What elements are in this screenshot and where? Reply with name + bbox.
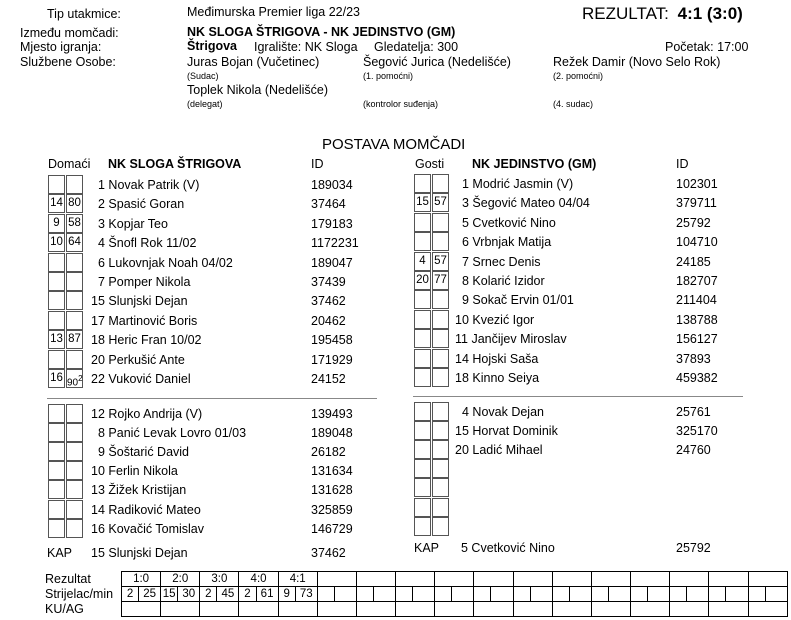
player-id: 37462 <box>311 294 346 309</box>
player-id: 24760 <box>676 443 711 458</box>
minute-superscript: 2 <box>78 374 83 383</box>
scorer-minute-cell <box>413 587 435 602</box>
shirt-box: 16 <box>48 369 65 388</box>
shirt-box <box>414 213 431 232</box>
player-id: 102301 <box>676 177 718 191</box>
lineup-title: POSTAVA MOMČADI <box>322 136 466 153</box>
minute-box <box>432 329 449 348</box>
minute-box <box>432 174 449 193</box>
player-id: 139493 <box>311 407 353 421</box>
score-cell: 1:0 <box>122 572 161 587</box>
player-id: 131634 <box>311 464 353 479</box>
kuag-cell <box>474 602 513 617</box>
score-cell: 4:1 <box>278 572 317 587</box>
between-label: Između momčadi: <box>20 26 119 40</box>
kuag-cell <box>591 602 630 617</box>
score-cell <box>670 572 709 587</box>
scorer-number-cell <box>552 587 569 602</box>
kuag-cell <box>122 602 161 617</box>
player-id: 379711 <box>676 196 717 211</box>
minute-box: $90^2$ <box>66 369 83 388</box>
scorer-number-cell: 9 <box>278 587 295 602</box>
scorer-number-cell <box>748 587 765 602</box>
player-name: 9 Šoštarić David <box>98 445 190 460</box>
shirt-box <box>414 290 431 309</box>
player-id: 26182 <box>311 445 346 460</box>
shirt-box <box>48 175 65 194</box>
player-name: 16 Kovačić Tomislav <box>91 521 205 536</box>
player-id: 104710 <box>676 235 718 250</box>
match-type-label: Tip utakmice: <box>47 7 121 21</box>
scorer-minute-cell: 30 <box>178 587 200 602</box>
shirt-box <box>414 478 431 497</box>
player-id: 189048 <box>311 426 353 441</box>
away-side-label: Gosti <box>415 157 445 171</box>
official-role: (2. pomoćni) <box>553 71 604 81</box>
kuag-cell <box>278 602 317 617</box>
player-name: 18 Heric Fran 10/02 <box>91 333 202 348</box>
scorer-number-cell <box>474 587 491 602</box>
shirt-box <box>414 402 431 421</box>
minute-box: 58 <box>66 214 83 233</box>
official-role: (4. sudac) <box>553 99 594 109</box>
shirt-box <box>414 174 431 193</box>
shirt-box <box>48 291 65 310</box>
score-cell <box>631 572 670 587</box>
away-captain-id: 25792 <box>676 541 711 555</box>
minute-box: 64 <box>66 233 83 252</box>
score-cell <box>435 572 474 587</box>
shirt-box <box>48 519 65 538</box>
shirt-box <box>414 329 431 348</box>
player-name: 9 Sokač Ervin 01/01 <box>462 293 574 308</box>
player-id: 189047 <box>311 255 353 270</box>
scorer-minute-cell <box>726 587 748 602</box>
start-time: Početak: 17:00 <box>665 40 749 54</box>
result-label: REZULTAT: <box>582 4 669 23</box>
minute-box <box>432 290 449 309</box>
shirt-box: 4 <box>414 252 431 271</box>
shirt-box <box>414 440 431 459</box>
shirt-box <box>48 442 65 461</box>
player-name: 3 Šegović Mateo 04/04 <box>462 196 590 211</box>
minute-box <box>432 368 449 387</box>
scorer-minute-cell <box>765 587 787 602</box>
player-id: 195458 <box>311 333 353 348</box>
player-name: 4 Šnofl Rok 11/02 <box>98 236 197 251</box>
player-name: 13 Žižek Kristijan <box>91 483 187 498</box>
player-id: 1172231 <box>311 236 359 251</box>
shirt-box <box>414 310 431 329</box>
scorer-minute-cell <box>569 587 591 602</box>
score-cell <box>356 572 395 587</box>
shirt-box <box>414 498 431 517</box>
scoring-grid <box>121 571 788 617</box>
kuag-cell <box>200 602 239 617</box>
home-captain: 15 Slunjski Dejan <box>91 546 188 560</box>
shirt-box <box>414 459 431 478</box>
shirt-box: 15 <box>414 193 431 212</box>
player-id: 189034 <box>311 178 353 192</box>
player-name: 6 Vrbnjak Matija <box>462 235 552 250</box>
shirt-box <box>48 350 65 369</box>
player-id: 37893 <box>676 351 711 366</box>
minute-box <box>66 519 83 538</box>
minute-box <box>66 350 83 369</box>
scorer-row-label: Strijelac/min <box>45 587 114 601</box>
player-name: 5 Cvetković Nino <box>462 215 556 230</box>
scorer-number-cell <box>591 587 608 602</box>
home-captain-id: 37462 <box>311 546 346 560</box>
minute-box <box>66 423 83 442</box>
minute-box <box>432 459 449 478</box>
player-id: 156127 <box>676 332 718 347</box>
official-name: Juras Bojan (Vučetinec) <box>187 55 320 69</box>
score-cell <box>396 572 435 587</box>
result-header <box>582 4 743 24</box>
divider <box>47 398 377 399</box>
official-name: Režek Damir (Novo Selo Rok) <box>553 55 721 69</box>
player-name: 7 Pomper Nikola <box>98 275 191 289</box>
divider <box>413 396 743 397</box>
player-name: 18 Kinno Seiya <box>455 371 540 385</box>
minute-box <box>66 404 83 423</box>
match-type: Međimurska Premier liga 22/23 <box>187 5 360 19</box>
shirt-box: 13 <box>48 330 65 349</box>
official-role: (delegat) <box>187 99 223 109</box>
minute-box: 87 <box>66 330 83 349</box>
kuag-row-label: KU/AG <box>45 602 84 616</box>
player-name: 2 Spasić Goran <box>98 197 185 212</box>
player-id: 146729 <box>311 521 353 536</box>
minute-box <box>66 442 83 461</box>
player-id: 25761 <box>676 405 711 419</box>
score-cell <box>474 572 513 587</box>
player-name: 8 Panić Levak Lovro 01/03 <box>98 426 247 441</box>
scorer-number-cell <box>631 587 648 602</box>
kuag-cell <box>435 602 474 617</box>
minute-box <box>432 213 449 232</box>
away-captain: 5 Cvetković Nino <box>461 541 555 555</box>
kuag-cell <box>161 602 200 617</box>
minute-box <box>66 253 83 272</box>
player-id: 131628 <box>311 483 353 498</box>
player-name: 20 Ladić Mihael <box>455 443 543 458</box>
kuag-cell <box>709 602 748 617</box>
player-name: 17 Martinović Boris <box>91 313 198 328</box>
minute-box <box>66 291 83 310</box>
scorer-number-cell <box>513 587 530 602</box>
shirt-box: 9 <box>48 214 65 233</box>
scorer-number-cell: 2 <box>122 587 139 602</box>
venue-label: Mjesto igranja: <box>20 40 102 54</box>
venue-ground: Igralište: NK Sloga <box>254 40 358 54</box>
shirt-box <box>48 423 65 442</box>
scorer-minute-cell <box>452 587 474 602</box>
scorer-minute-cell <box>374 587 396 602</box>
scorer-minute-cell: 61 <box>256 587 278 602</box>
kuag-cell <box>670 602 709 617</box>
match-title: NK SLOGA ŠTRIGOVA - NK JEDINSTVO (GM) <box>187 25 456 39</box>
player-name: 15 Slunjski Dejan <box>91 294 188 309</box>
scorer-minute-cell: 45 <box>217 587 239 602</box>
minute-box <box>432 232 449 251</box>
home-id-header: ID <box>311 157 324 171</box>
scorer-number-cell <box>670 587 687 602</box>
player-name: 22 Vuković Daniel <box>91 372 191 386</box>
scorer-minute-cell: 25 <box>139 587 161 602</box>
shirt-box <box>414 368 431 387</box>
away-captain-label: KAP <box>414 541 440 555</box>
player-id: 24152 <box>311 372 346 386</box>
minute-box <box>432 310 449 329</box>
minute-box <box>432 478 449 497</box>
player-id: 138788 <box>676 312 718 327</box>
shirt-box <box>48 461 65 480</box>
score-cell <box>317 572 356 587</box>
player-name: 7 Srnec Denis <box>462 254 541 269</box>
scorer-minute-cell <box>648 587 670 602</box>
scorer-minute-cell <box>608 587 630 602</box>
scorer-minute-cell <box>491 587 513 602</box>
shirt-box <box>48 272 65 291</box>
shirt-box: 20 <box>414 271 431 290</box>
shirt-box <box>48 404 65 423</box>
scorer-number-cell: 2 <box>239 587 256 602</box>
player-id: 325859 <box>311 502 353 517</box>
player-id: 37464 <box>311 197 346 212</box>
scorer-number-cell: 15 <box>161 587 178 602</box>
minute-box <box>66 272 83 291</box>
shirt-box <box>414 232 431 251</box>
player-name: 1 Modrić Jasmin (V) <box>462 177 574 191</box>
score-cell <box>591 572 630 587</box>
player-name: 14 Radiković Mateo <box>91 502 201 517</box>
shirt-box: 10 <box>48 233 65 252</box>
player-id: 211404 <box>676 293 717 308</box>
home-side-label: Domaći <box>48 157 91 171</box>
minute-box <box>432 349 449 368</box>
shirt-box <box>48 253 65 272</box>
away-team-name: NK JEDINSTVO (GM) <box>472 157 597 171</box>
player-name: 12 Rojko Andrija (V) <box>91 407 203 421</box>
official-name: Toplek Nikola (Nedelišće) <box>187 83 329 97</box>
scorer-number-cell <box>396 587 413 602</box>
spectators: Gledatelja: 300 <box>374 40 459 54</box>
official-role: (kontrolor suđenja) <box>363 99 439 109</box>
player-name: 1 Novak Patrik (V) <box>98 178 200 192</box>
kuag-cell <box>631 602 670 617</box>
minute-box: 77 <box>432 271 449 290</box>
player-name: 15 Horvat Dominik <box>455 424 558 439</box>
score-cell: 3:0 <box>200 572 239 587</box>
score-cell: 2:0 <box>161 572 200 587</box>
shirt-box: 14 <box>48 194 65 213</box>
minute-box <box>432 421 449 440</box>
kuag-cell <box>356 602 395 617</box>
player-id: 182707 <box>676 274 718 288</box>
scorer-minute-cell: 73 <box>295 587 317 602</box>
player-name: 8 Kolarić Izidor <box>462 274 545 288</box>
minute-box: 80 <box>66 194 83 213</box>
player-id: 459382 <box>676 371 718 385</box>
shirt-box <box>48 480 65 499</box>
player-name: 6 Lukovnjak Noah 04/02 <box>98 255 233 270</box>
scorer-number-cell: 2 <box>200 587 217 602</box>
score-cell: 4:0 <box>239 572 278 587</box>
minute-box: 57 <box>432 252 449 271</box>
kuag-cell <box>748 602 788 617</box>
shirt-box <box>414 421 431 440</box>
shirt-box <box>48 311 65 330</box>
minute-box <box>66 311 83 330</box>
shirt-box <box>414 517 431 536</box>
player-id: 20462 <box>311 313 346 328</box>
official-name: Šegović Jurica (Nedelišće) <box>363 55 511 69</box>
kuag-cell <box>239 602 278 617</box>
shirt-box <box>414 349 431 368</box>
player-id: 25792 <box>676 215 711 230</box>
player-name: 10 Kvezić Igor <box>455 312 535 327</box>
venue-town: Štrigova <box>187 39 238 53</box>
score-cell <box>748 572 788 587</box>
minute-box <box>66 461 83 480</box>
score-cell <box>513 572 552 587</box>
scorer-number-cell <box>435 587 452 602</box>
minute-box: 57 <box>432 193 449 212</box>
officials-label: Službene Osobe: <box>20 55 116 69</box>
shirt-box <box>48 500 65 519</box>
kuag-cell <box>317 602 356 617</box>
kuag-cell <box>513 602 552 617</box>
player-id: 24185 <box>676 254 711 269</box>
minute-box <box>432 402 449 421</box>
minute-box <box>66 500 83 519</box>
minute-box <box>66 480 83 499</box>
kuag-cell <box>396 602 435 617</box>
minute-box <box>432 517 449 536</box>
home-team-name: NK SLOGA ŠTRIGOVA <box>108 157 242 171</box>
player-name: 11 Jančijev Miroslav <box>455 332 567 347</box>
minute-box <box>66 175 83 194</box>
away-id-header: ID <box>676 157 689 171</box>
home-captain-label: KAP <box>47 546 73 560</box>
scorer-minute-cell <box>687 587 709 602</box>
player-name: 14 Hojski Saša <box>455 351 539 366</box>
player-id: 37439 <box>311 275 346 289</box>
minute-box <box>432 498 449 517</box>
minute-box <box>432 440 449 459</box>
player-id: 179183 <box>311 216 353 231</box>
player-id: 171929 <box>311 352 353 367</box>
official-role: (1. pomoćni) <box>363 71 414 81</box>
scorer-number-cell <box>356 587 373 602</box>
scorer-minute-cell <box>530 587 552 602</box>
official-role: (Sudac) <box>187 71 219 81</box>
player-name: 20 Perkušić Ante <box>91 352 185 367</box>
scorer-number-cell <box>317 587 334 602</box>
score-cell <box>552 572 591 587</box>
kuag-cell <box>552 602 591 617</box>
score-cell <box>709 572 748 587</box>
result-value: 4:1 (3:0) <box>677 4 743 23</box>
scorer-number-cell <box>709 587 726 602</box>
result-row-label: Rezultat <box>45 572 91 586</box>
player-name: 4 Novak Dejan <box>462 405 544 419</box>
player-name: 10 Ferlin Nikola <box>91 464 178 479</box>
player-name: 3 Kopjar Teo <box>98 216 168 231</box>
player-id: 325170 <box>676 424 718 439</box>
scorer-minute-cell <box>334 587 356 602</box>
